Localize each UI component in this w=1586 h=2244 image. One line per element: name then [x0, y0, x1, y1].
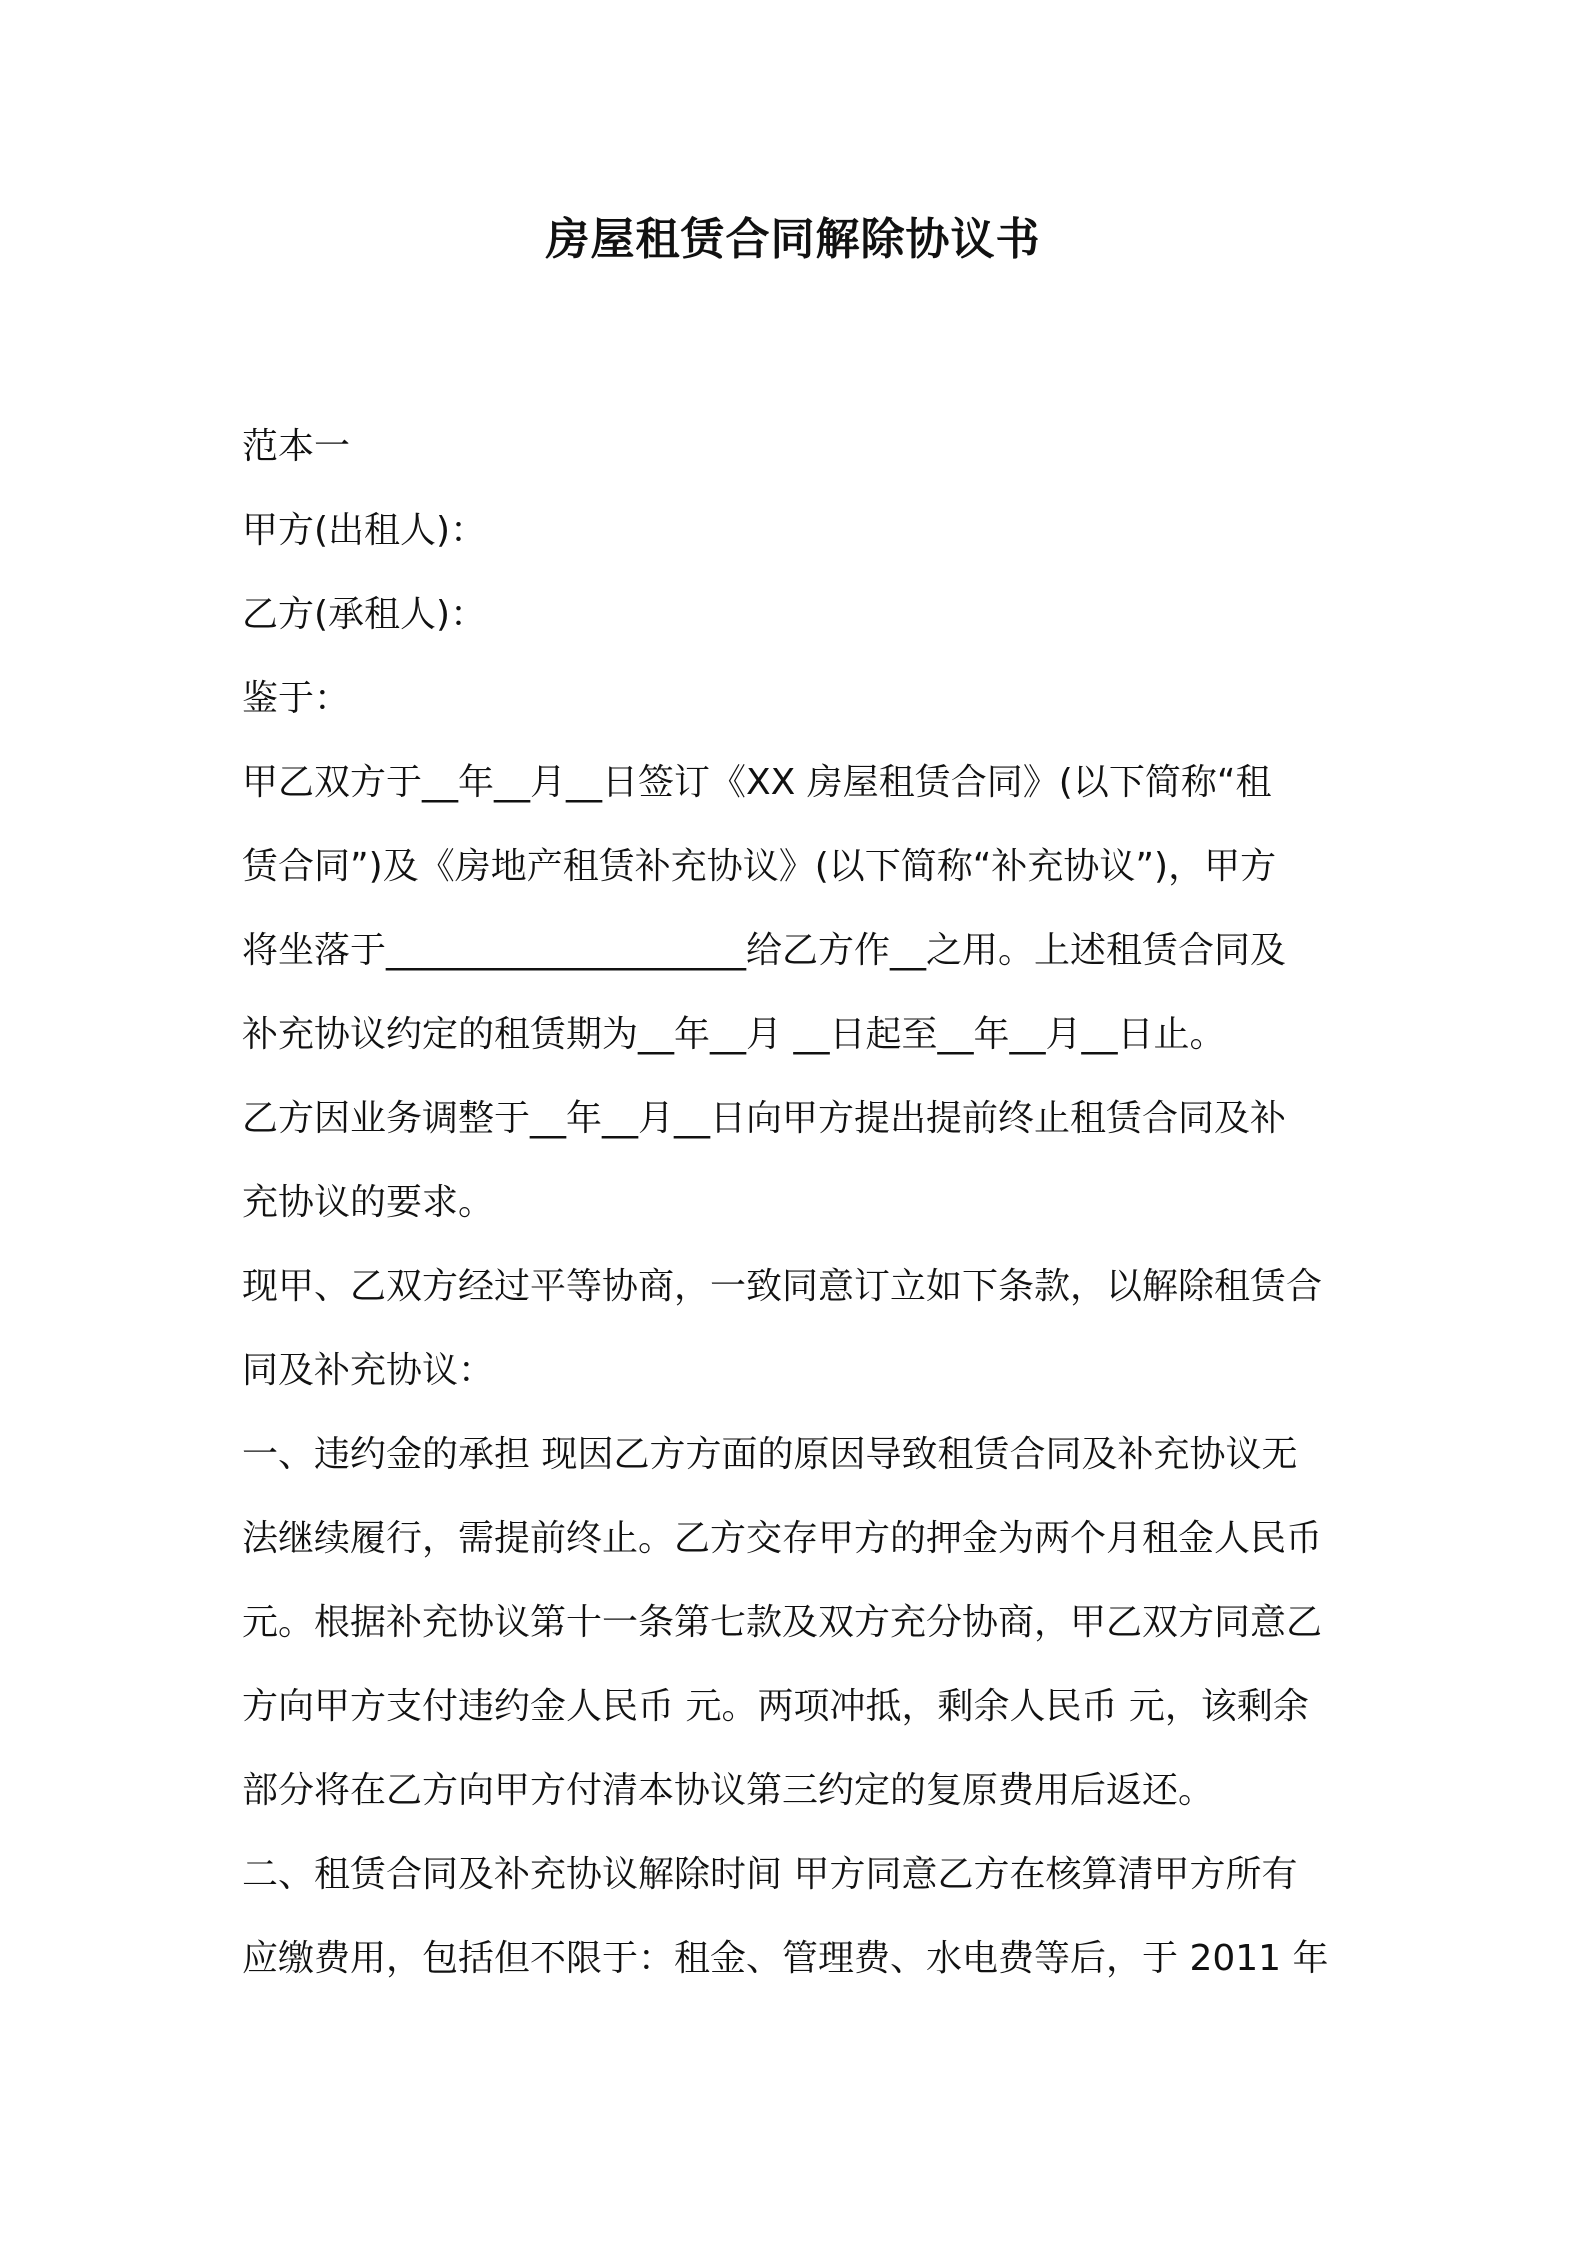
document-title: 房屋租赁合同解除协议书 [545, 214, 1041, 265]
text-line-whereas: 鉴于： [242, 678, 351, 719]
text-line: 现甲、乙双方经过平等协商，一致同意订立如下条款，以解除租赁合 [242, 1266, 1323, 1307]
text-line: 补充协议约定的租赁期为__年__月 __日起至__年__月__日止。 [242, 1014, 1226, 1055]
text-line: 应缴费用，包括但不限于：租金、管理费、水电费等后，于 2011 年 [242, 1938, 1329, 1979]
text-line: 赁合同”)及《房地产租赁补充协议》(以下简称“补充协议”)，甲方 [242, 846, 1277, 887]
document-body [242, 405, 1362, 2001]
text-line: 部分将在乙方向甲方付清本协议第三约定的复原费用后返还。 [242, 1770, 1215, 1811]
text-line: 乙方因业务调整于__年__月__日向甲方提出提前终止租赁合同及补 [242, 1098, 1287, 1139]
text-line-clause-1: 一、违约金的承担 现因乙方方面的原因导致租赁合同及补充协议无 [242, 1434, 1298, 1475]
text-line-sample-heading: 范本一 [242, 426, 351, 467]
text-line-clause-2: 二、租赁合同及补充协议解除时间 甲方同意乙方在核算清甲方所有 [242, 1854, 1298, 1895]
text-line: 充协议的要求。 [242, 1182, 495, 1223]
text-line: 法继续履行，需提前终止。乙方交存甲方的押金为两个月租金人民币 [242, 1518, 1323, 1559]
text-line: 元。根据补充协议第十一条第七款及双方充分协商，甲乙双方同意乙 [242, 1602, 1323, 1643]
text-line-party-b: 乙方(承租人)： [242, 594, 487, 635]
text-line: 同及补充协议： [242, 1350, 495, 1391]
text-line: 甲乙双方于__年__月__日签订《XX 房屋租赁合同》(以下简称“租 [242, 762, 1272, 803]
text-line-party-a: 甲方(出租人)： [242, 510, 487, 551]
text-line: 方向甲方支付违约金人民币 元。两项冲抵，剩余人民币 元，该剩余 [242, 1686, 1309, 1727]
text-line: 将坐落于____________________给乙方作__之用。上述租赁合同及 [242, 930, 1287, 971]
